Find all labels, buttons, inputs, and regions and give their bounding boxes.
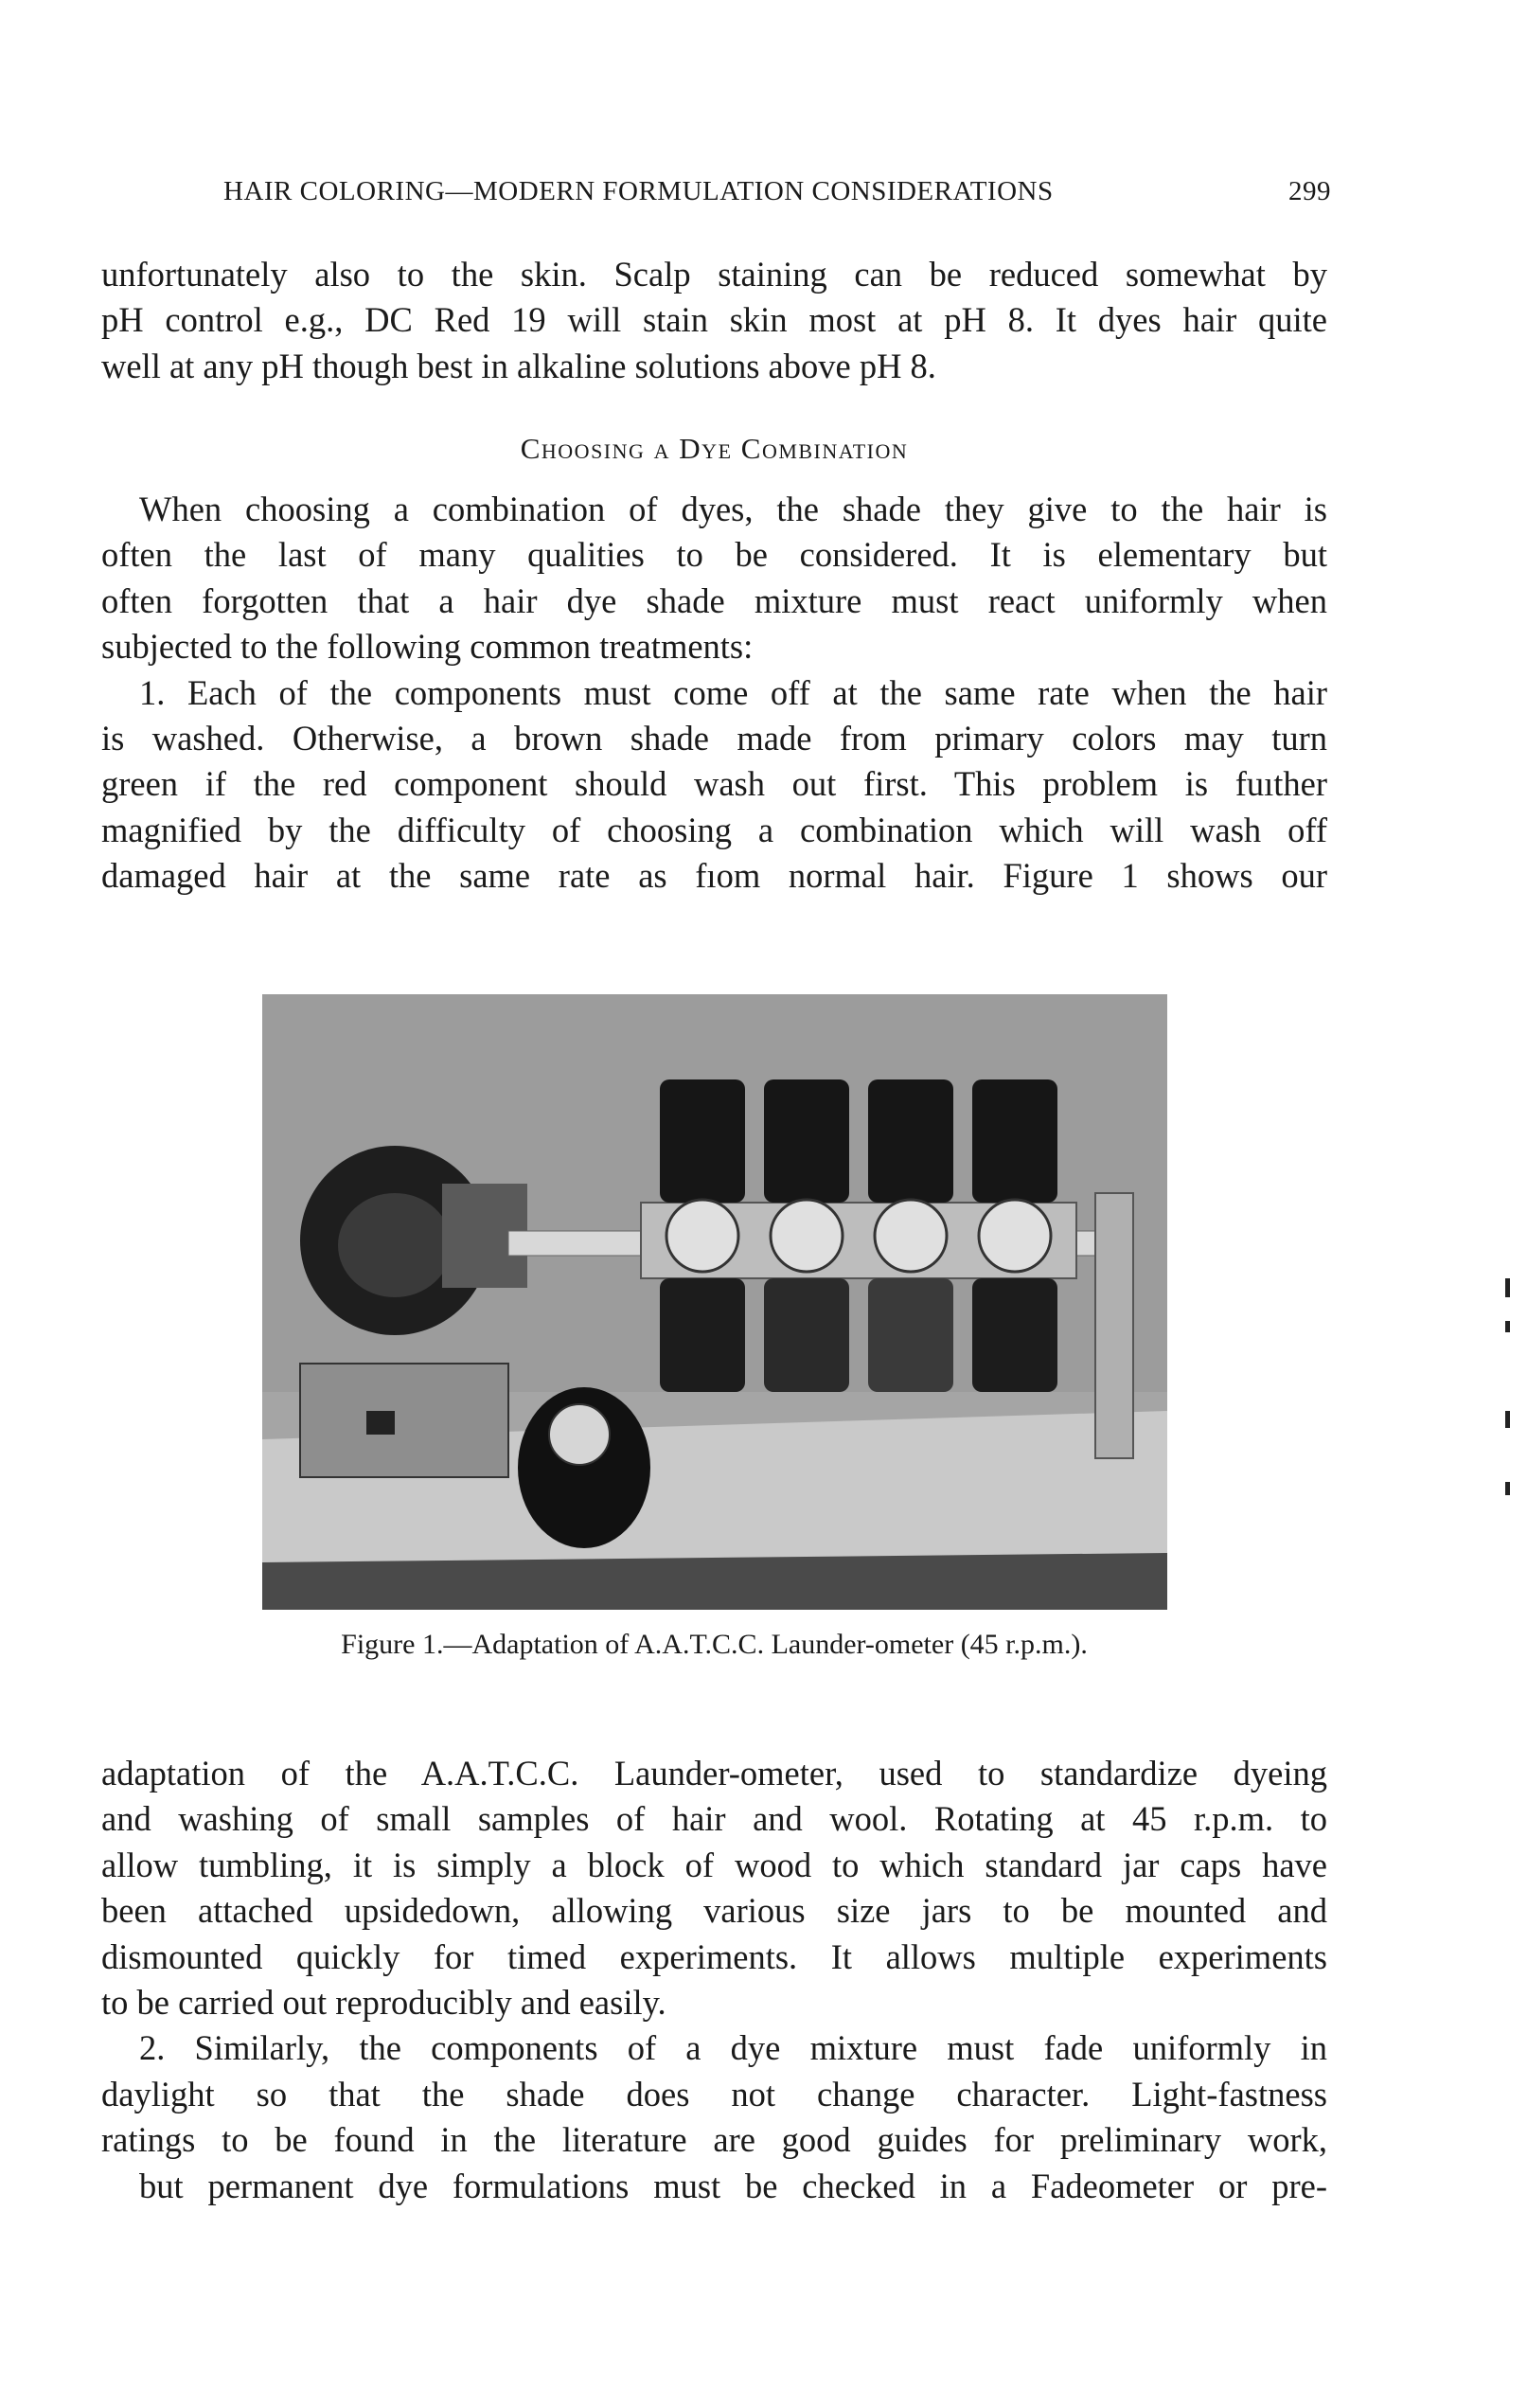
text-line: is washed. Otherwise, a brown shade made from primary colors may turn	[101, 719, 1327, 758]
text-line: to be carried out reproducibly and easily.	[101, 1983, 666, 2023]
text-line: ratings to be found in the literature are good guides for preliminary work,	[101, 2120, 1327, 2160]
text-line: and washing of small samples of hair and wool. Rotating at 45 r.p.m. to	[101, 1799, 1327, 1839]
text-line: subjected to the following common treatments:	[101, 627, 754, 667]
text-line: allow tumbling, it is simply a block of wood to which standard jar caps have	[101, 1845, 1327, 1884]
text-line: pH control e.g., DC Red 19 will stain skin most at pH 8. It dyes hair quite	[101, 300, 1327, 340]
text-line: but permanent dye formulations must be checked in a Fadeometer or pre-	[139, 2166, 1327, 2205]
paragraph-section	[101, 487, 1327, 900]
figure-photo-launder-ometer	[262, 994, 1167, 1610]
text-line: 2. Similarly, the components of a dye mixture must fade uniformly in	[139, 2028, 1327, 2068]
text-line: been attached upsidedown, allowing various size jars to be mounted and	[101, 1891, 1327, 1931]
text-line: green if the red component should wash out first. This problem is fuıther	[101, 764, 1327, 804]
text-line: unfortunately also to the skin. Scalp staining can be reduced somewhat by	[101, 255, 1327, 294]
text-line: When choosing a combination of dyes, the shade they give to the hair is	[139, 490, 1327, 528]
text-line: daylight so that the shade does not change character. Light-fastness	[101, 2074, 1327, 2114]
text-line: damaged hair at the same rate as fıom normal hair. Figure 1 shows our	[101, 856, 1327, 896]
text-line: often the last of many qualities to be considered. It is elementary but	[101, 535, 1327, 575]
page-number: 299	[1288, 176, 1331, 206]
paragraph-bottom	[101, 1751, 1327, 2209]
scan-edge-marks	[1505, 1278, 1524, 1515]
text-line: magnified by the difficulty of choosing a combination which will wash off	[101, 810, 1327, 849]
paragraph-top	[101, 252, 1327, 389]
section-heading: Choosing a Dye Combination	[520, 432, 909, 465]
running-head-title: HAIR COLORING—MODERN FORMULATION CONSIDERATIONS	[223, 176, 1054, 206]
figure-caption: Figure 1.—Adaptation of A.A.T.C.C. Launder-ometer (45 r.p.m.).	[341, 1629, 1088, 1660]
text-line: well at any pH though best in alkaline solutions above pH 8.	[101, 346, 936, 385]
text-line: dismounted quickly for timed experiments. It allows multiple experiments	[101, 1936, 1327, 1976]
launder-ometer-photo	[262, 994, 1167, 1610]
text-line: 1. Each of the components must come off at the same rate when the hair	[139, 672, 1327, 712]
text-line: adaptation of the A.A.T.C.C. Launder-ometer, used to standardize dyeing	[101, 1754, 1327, 1793]
text-line: often forgotten that a hair dye shade mixture must react uniformly when	[101, 580, 1327, 620]
